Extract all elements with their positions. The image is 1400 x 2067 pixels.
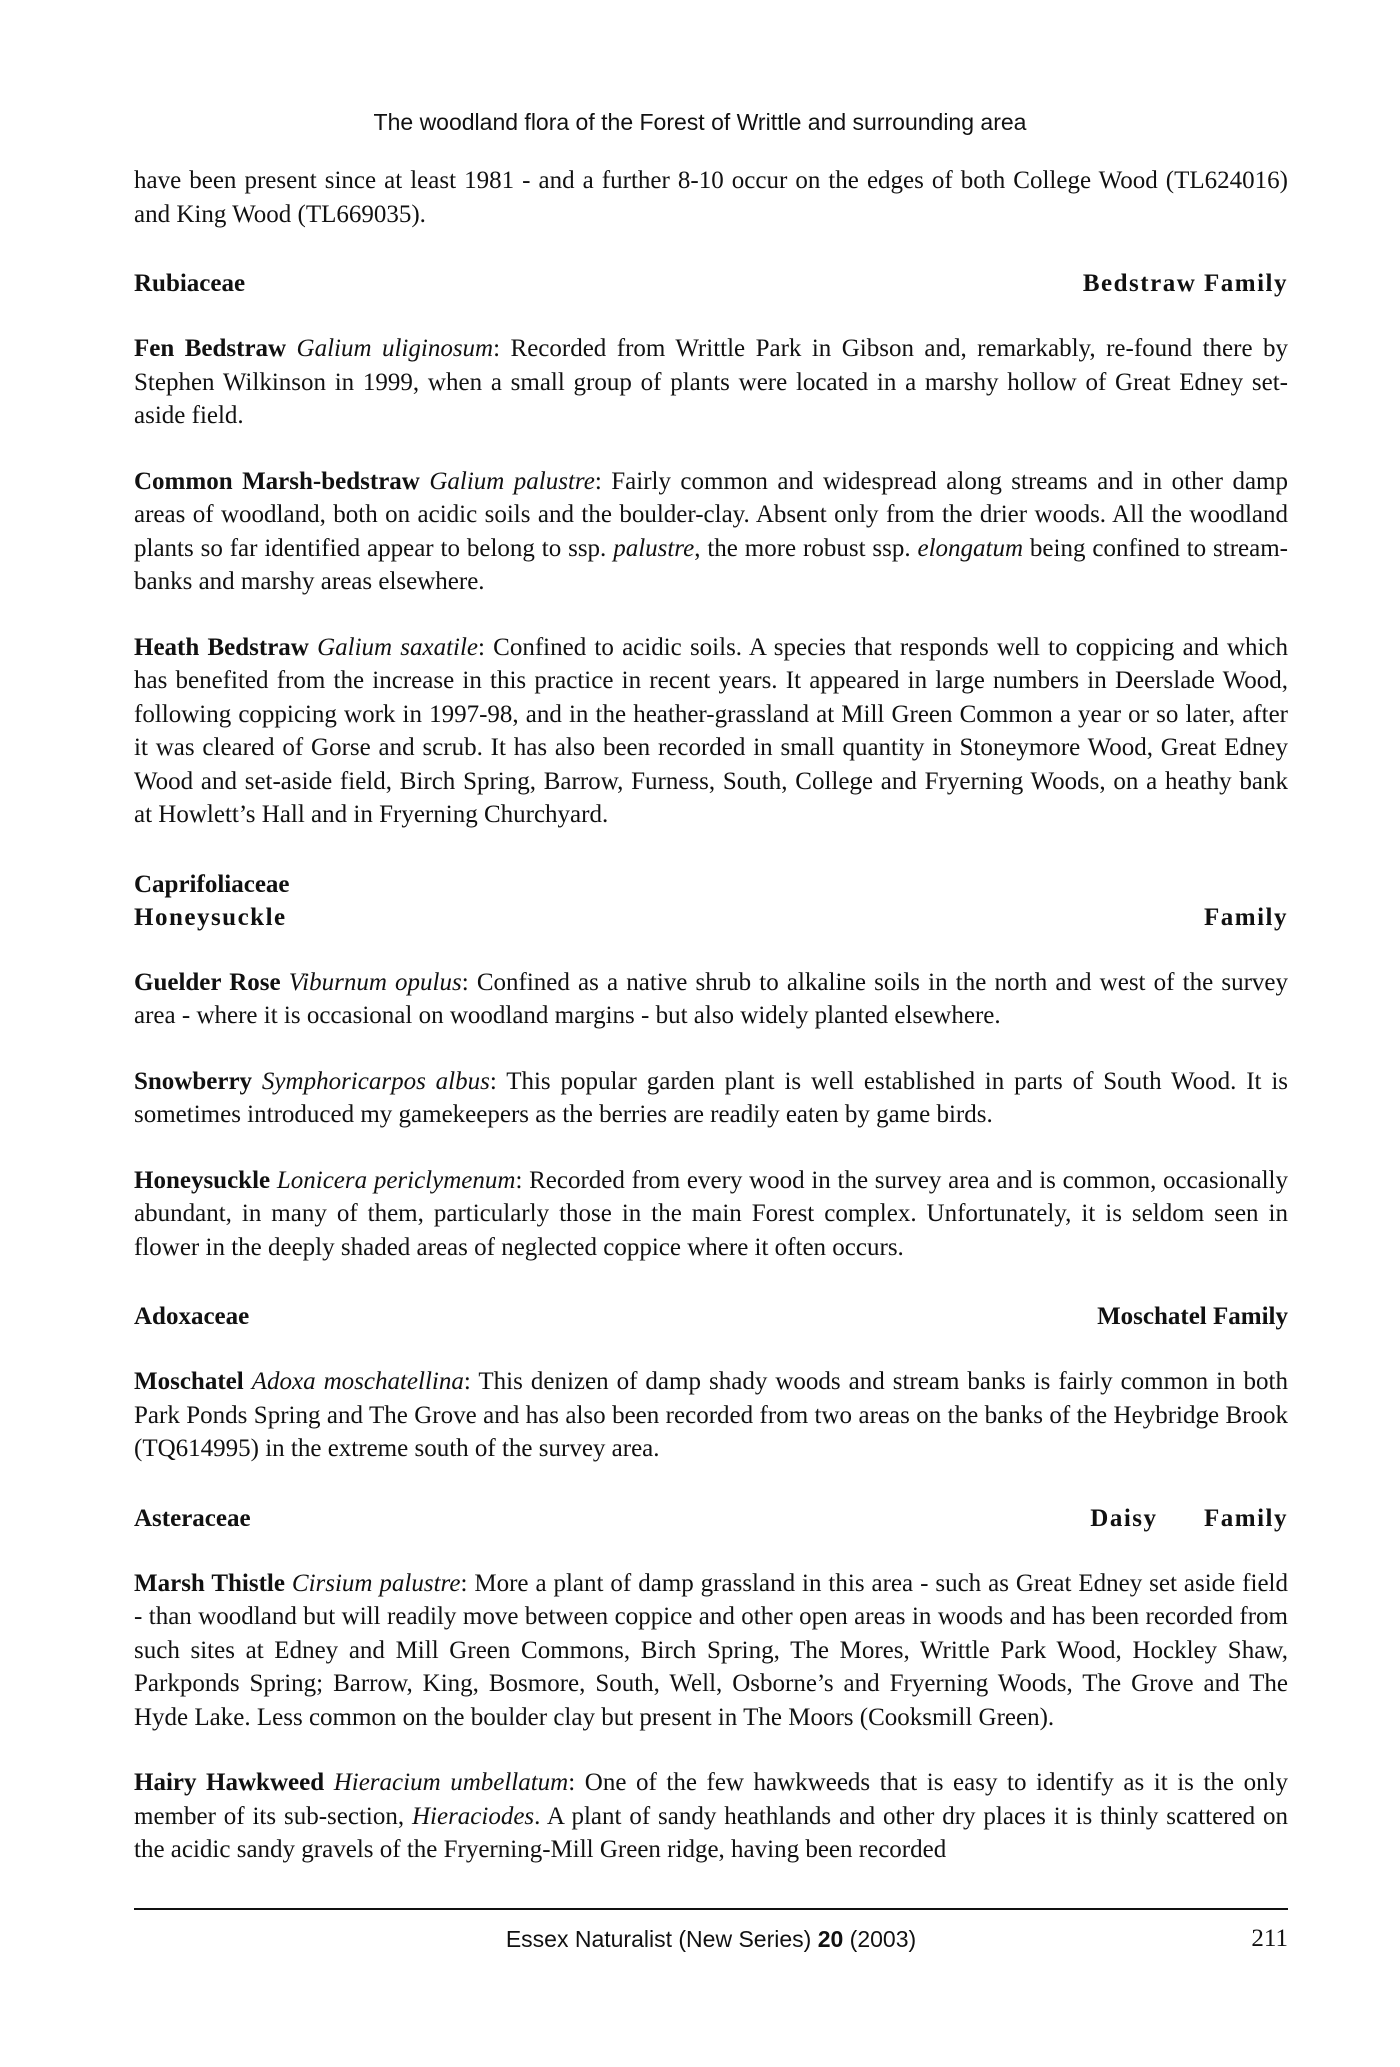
family-common-name: Honeysuckle [134, 903, 287, 931]
species-common-name: Marsh Thistle [134, 1569, 285, 1597]
species-entry-marsh-thistle [134, 1567, 1288, 1735]
family-latin-name: Asteraceae [134, 1504, 251, 1532]
species-description: : One of the few hawkweeds that is easy to identify as it is the only member of its sub-section, [134, 1769, 1289, 1830]
species-common-name: Fen Bedstraw [134, 335, 287, 362]
family-heading-rubiaceae [134, 267, 1288, 300]
page-number: 211 [1251, 1925, 1288, 1952]
journal-name: Essex Naturalist (New Series) [505, 1926, 818, 1952]
running-header: The woodland flora of the Forest of Writtle and surrounding area [373, 109, 1027, 135]
species-entry-hairy-hawkweed [134, 1766, 1288, 1867]
species-latin-name: Adoxa moschatellina [251, 1368, 464, 1395]
species-entry-heath-bedstraw [134, 631, 1288, 832]
species-entry-snowberry [134, 1065, 1288, 1132]
species-common-name: Common Marsh-bedstraw [134, 467, 420, 495]
species-latin-name: Galium saxatile [317, 633, 479, 661]
species-latin-name: Lonicera periclymenum [276, 1166, 516, 1194]
species-entry-fen-bedstraw [134, 332, 1288, 433]
page-footer [134, 1922, 1288, 1956]
species-description: : This popular garden plant is well established in parts of South Wood. It is sometimes introduced my gamekeepers as the berries are readily eaten by game birds. [134, 1067, 1289, 1128]
species-description: : Recorded from Writtle Park in Gibson and, remarkably, re-found there by Stephen Wilkinson in 1999, when a small group of plants were located in a marshy hollow of Great Edney set-aside field. [134, 335, 1289, 429]
species-common-name: Heath Bedstraw [134, 633, 309, 661]
species-entry-guelder-rose [134, 966, 1288, 1033]
species-entry-common-marsh-bedstraw [134, 465, 1288, 599]
journal-citation [134, 1922, 1288, 1956]
species-latin-name: Cirsium palustre [291, 1569, 461, 1597]
family-common-name: Moschatel Family [1097, 1303, 1288, 1330]
species-description: : This denizen of damp shady woods and stream banks is fairly common in both Park Ponds Spring and The Grove and has also been recorded from two areas on the banks of the Heybridge Brook (TQ614995) in the extreme south of the survey area. [134, 1368, 1288, 1462]
subspecies-name: palustre [613, 534, 695, 562]
species-description: being confined to stream-banks and marshy areas elsewhere. [134, 534, 1288, 595]
footer-divider [134, 1908, 1288, 1910]
species-entry-honeysuckle [134, 1164, 1288, 1265]
article-body [134, 164, 1288, 1867]
family-heading-adoxaceae [134, 1300, 1288, 1333]
journal-year: (2003) [843, 1926, 917, 1952]
subspecies-name: elongatum [917, 534, 1024, 562]
species-entry-moschatel [134, 1365, 1288, 1466]
species-common-name: Hairy Hawkweed [134, 1769, 325, 1796]
species-description: . A plant of sandy heathlands and other dry places it is thinly scattered on the acidic sandy gravels of the Fryerning-Mill Green ridge, having been recorded [134, 1802, 1288, 1863]
family-latin-name: Caprifoliaceae [134, 870, 290, 898]
family-latin-name: Rubiaceae [134, 270, 246, 297]
species-description: : Confined as a native shrub to alkaline soils in the north and west of the survey area - where it is occasional on woodland margins - but also widely planted elsewhere. [134, 968, 1288, 1029]
species-latin-name: Hieracium umbellatum [333, 1769, 569, 1796]
subsection-name: Hieraciodes [411, 1802, 535, 1830]
family-common-suffix: Family [1204, 903, 1288, 931]
species-latin-name: Symphoricarpos albus [261, 1067, 490, 1095]
family-latin-name: Adoxaceae [134, 1303, 250, 1330]
family-heading-asteraceae [134, 1502, 1288, 1535]
species-latin-name: Galium palustre [429, 467, 595, 495]
family-common-name: Bedstraw Family [1082, 270, 1288, 297]
species-description: , the more robust ssp. [694, 534, 918, 562]
species-common-name: Guelder Rose [134, 968, 281, 996]
species-common-name: Honeysuckle [134, 1166, 271, 1194]
journal-volume: 20 [817, 1926, 844, 1952]
species-description: : Recorded from every wood in the survey area and is common, occasionally abundant, in many of them, particularly those in the main Forest complex. Unfortunately, it is seldom seen in flower in the deeply shaded areas of neglected coppice where it often occurs. [134, 1166, 1289, 1261]
species-description: : Confined to acidic soils. A species that responds well to coppicing and which has benefited from the increase in this practice in recent years. It appeared in large numbers in Deerslade Wood, following coppicing work in 1997-98, and in the heather-grassland at Mill Green Common a year or so later, after it was cleared of Gorse and scrub. It has also been recorded in small quantity in Stoneymore Wood, Great Edney Wood and set-aside field, Birch Spring, Barrow, Furness, South, College and Fryerning Woods, on a heathy bank at Howlett’s Hall and in Fryerning Churchyard. [134, 633, 1288, 828]
species-common-name: Moschatel [134, 1368, 244, 1395]
intro-paragraph: have been present since at least 1981 - and a further 8-10 occur on the edges of both College Wood (TL624016) and King Wood (TL669035). [134, 167, 1288, 228]
species-latin-name: Galium uliginosum [296, 335, 494, 362]
species-description: : More a plant of damp grassland in this area - such as Great Edney set aside field - than woodland but will readily move between coppice and other open areas in woods and has been recorded from such sites at Edney and Mill Green Commons, Birch Spring, The Mores, Writtle Park Wood, Hockley Shaw, Parkponds Spring; Barrow, King, Bosmore, South, Well, Osborne’s and Fryerning Woods, The Grove and The Hyde Lake. Less common on the boulder clay but present in The Moors (Cooksmill Green). [134, 1569, 1288, 1731]
family-heading-caprifoliaceae [134, 868, 1288, 934]
species-common-name: Snowberry [134, 1067, 253, 1095]
species-description: : Fairly common and widespread along streams and in other damp areas of woodland, both on acidic soils and the boulder-clay. Absent only from the drier woods. All the woodland plants so far identified appear to belong to ssp. [134, 467, 1289, 562]
species-latin-name: Viburnum opulus [288, 968, 462, 996]
family-common-name: Daisy Family [1090, 1504, 1288, 1532]
